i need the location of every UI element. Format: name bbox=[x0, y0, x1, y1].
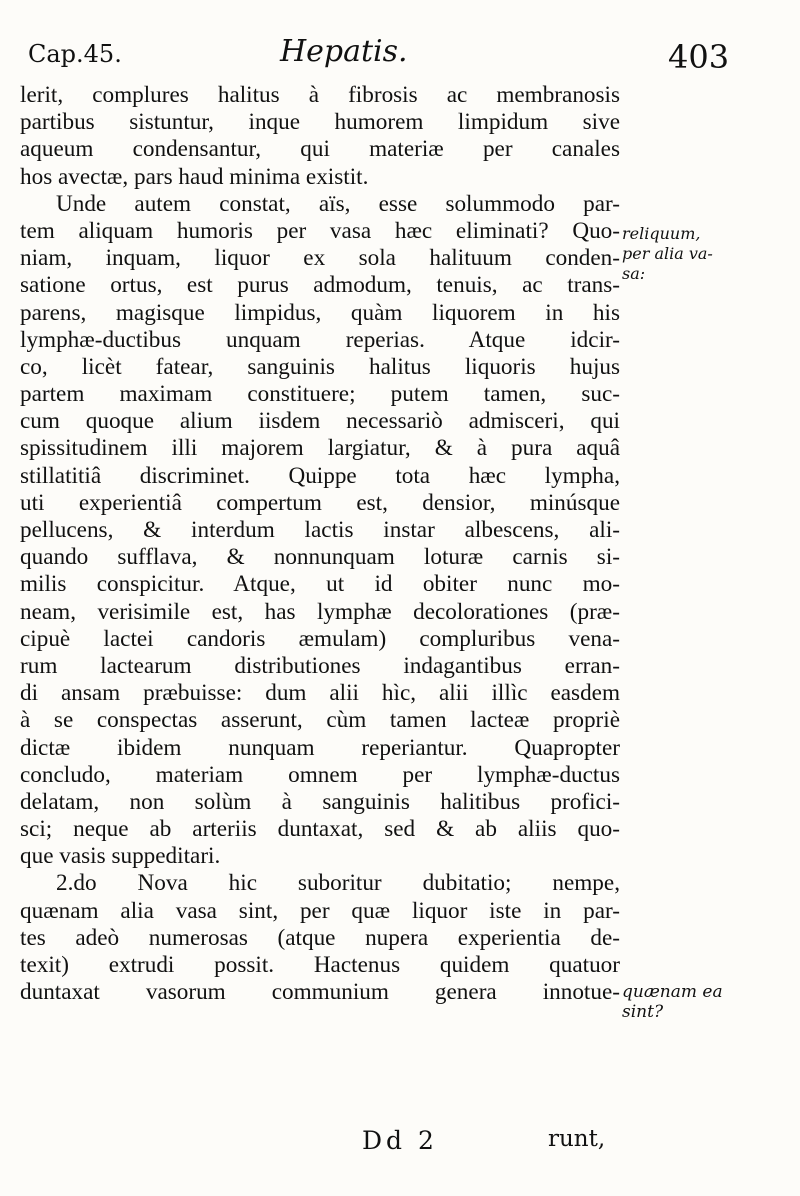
text-line: co, licèt fatear, sanguinis halitus liquoris hujus bbox=[20, 353, 620, 380]
text-line: quando sufflava, & nonnunquam loturæ carnis si- bbox=[20, 544, 620, 571]
page-footer bbox=[0, 1126, 800, 1166]
text-line: rum lactearum distributiones indagantibus erran- bbox=[20, 652, 620, 679]
margin-note-reliquum bbox=[622, 224, 713, 284]
text-line: cipuè lactei candoris æmulam) compluribus vena- bbox=[20, 625, 620, 652]
text-line: lymphæ-ductibus unquam reperias. Atque idcir- bbox=[20, 326, 620, 353]
text-line: duntaxat vasorum communium genera innotue- bbox=[20, 979, 620, 1006]
text-line: dictæ ibidem nunquam reperiantur. Quapropter bbox=[20, 734, 620, 761]
text-line: di ansam præbuisse: dum alii hìc, alii illìc easdem bbox=[20, 680, 620, 707]
text-line: spissitudinem illi majorem largiatur, & à pura aquâ bbox=[20, 435, 620, 462]
chapter-label: Cap.45. bbox=[28, 40, 122, 68]
text-line: concludo, materiam omnem per lymphæ-ductus bbox=[20, 761, 620, 788]
margin-note-line: per alia va- bbox=[622, 244, 713, 263]
text-line: texit) extrudi possit. Hactenus quidem quatuor bbox=[20, 952, 620, 978]
text-line: aqueum condensantur, qui materiæ per canales bbox=[20, 136, 620, 163]
text-line: partem maximam constituere; putem tamen, suc- bbox=[20, 381, 620, 408]
page-number: 403 bbox=[668, 38, 730, 76]
margin-note-line: quænam ea bbox=[622, 982, 723, 1002]
text-line: stillatitiâ discriminet. Quippe tota hæc lympha, bbox=[20, 462, 620, 489]
main-text-block bbox=[20, 82, 620, 1006]
text-line: sci; neque ab arteriis duntaxat, sed & ab aliis quo- bbox=[20, 816, 620, 843]
text-line: satione ortus, est purus admodum, tenuis, ac trans- bbox=[20, 272, 620, 299]
running-title: Hepatis. bbox=[280, 34, 408, 69]
text-line: milis conspicitur. Atque, ut id obiter nunc mo- bbox=[20, 571, 620, 598]
text-line: partibus sistuntur, inque humorem limpidum sive bbox=[20, 109, 620, 136]
text-line: à se conspectas asserunt, cùm tamen lacteæ propriè bbox=[20, 707, 620, 734]
text-line: que vasis suppeditari. bbox=[20, 843, 221, 870]
text-line: neam, verisimile est, has lymphæ decolorationes (præ- bbox=[20, 598, 620, 625]
text-line: tem aliquam humoris per vasa hæc eliminati? Quo- bbox=[20, 217, 620, 244]
margin-note-quaenam bbox=[622, 982, 723, 1022]
text-line: hos avectæ, pars haud minima existit. bbox=[20, 163, 369, 190]
text-line: quænam alia vasa sint, per quæ liquor iste in par- bbox=[20, 897, 620, 924]
text-line: lerit, complures halitus à fibrosis ac membranosis bbox=[20, 82, 620, 108]
text-line: 2.do Nova hic suboritur dubitatio; nempe, bbox=[56, 870, 620, 897]
text-line: parens, magisque limpidus, quàm liquorem in his bbox=[20, 299, 620, 326]
text-line: niam, inquam, liquor ex sola halituum conden- bbox=[20, 245, 620, 272]
text-line: cum quoque alium iisdem necessariò admisceri, qui bbox=[20, 408, 620, 435]
signature-mark: Dd 2 bbox=[362, 1126, 438, 1155]
margin-note-line: sint? bbox=[622, 1002, 664, 1022]
catchword: runt, bbox=[548, 1126, 606, 1152]
margin-note-line: sa: bbox=[622, 264, 646, 283]
margin-note-line: reliquum, bbox=[622, 224, 701, 243]
text-line: Unde autem constat, aïs, esse solummodo par- bbox=[56, 190, 620, 217]
running-header bbox=[0, 30, 800, 80]
text-line: uti experientiâ compertum est, densior, minúsque bbox=[20, 489, 620, 516]
text-line: tes adeò numerosas (atque nupera experientia de- bbox=[20, 924, 620, 951]
text-line: delatam, non solùm à sanguinis halitibus profici- bbox=[20, 788, 620, 815]
text-line: pellucens, & interdum lactis instar albescens, ali- bbox=[20, 517, 620, 543]
